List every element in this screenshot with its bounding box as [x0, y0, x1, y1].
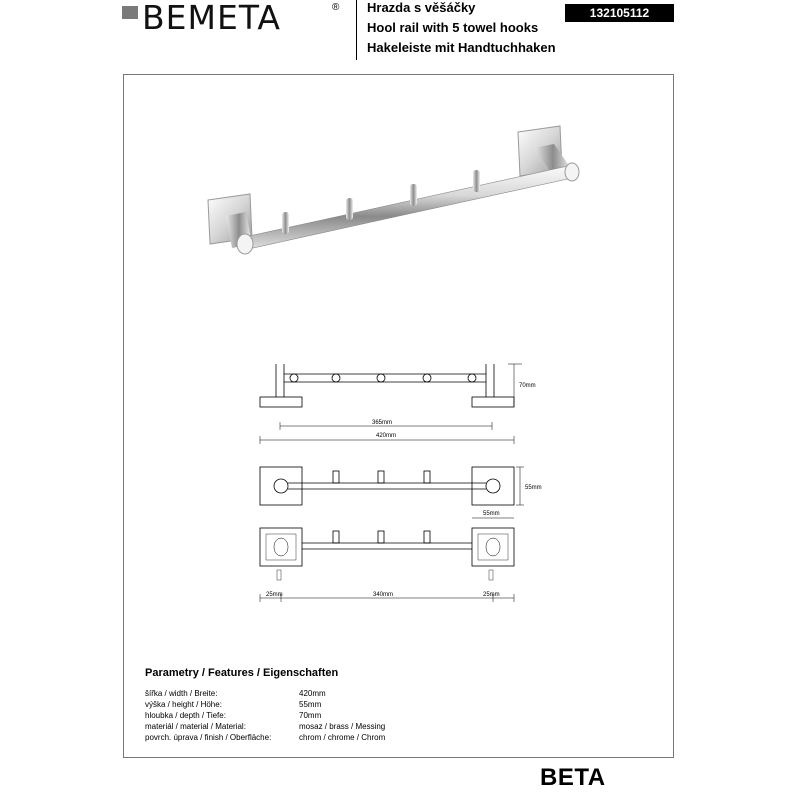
dim-depth: 55mm: [525, 485, 542, 491]
header: [0, 0, 800, 70]
registered-mark: ®: [332, 2, 340, 13]
right-end-cap: [565, 163, 579, 181]
param-row: [145, 732, 386, 743]
title-english: Hool rail with 5 towel hooks: [367, 20, 539, 35]
hole-dimensions: [260, 592, 514, 602]
logo-mark: [122, 6, 138, 19]
param-label: výška / height / Höhe:: [145, 700, 222, 709]
side-view: [260, 364, 536, 407]
param-row: [145, 688, 338, 699]
param-row: [145, 710, 338, 721]
front-view: [260, 528, 514, 580]
hook: [346, 198, 353, 220]
dim-hole-spacing: 340mm: [373, 592, 394, 598]
param-value: mosaz / brass / Messing: [299, 722, 386, 731]
title-german: Hakeleiste mit Handtuchhaken: [367, 40, 556, 55]
title-czech: Hrazda s věšáčky: [367, 0, 476, 15]
param-label: materiál / material / Material:: [145, 722, 246, 731]
param-label: povrch. úprava / finish / Oberfläche:: [145, 733, 272, 742]
parameters-title: Parametry / Features / Eigenschaften: [145, 667, 339, 679]
dim-hole-right: 25mm: [483, 592, 500, 598]
param-value: 55mm: [299, 700, 322, 709]
hook: [282, 212, 289, 234]
left-end-cap: [237, 234, 253, 254]
product-photo: [200, 120, 590, 270]
param-label: šířka / width / Breite:: [145, 689, 218, 698]
param-row: [145, 699, 338, 710]
top-view: [260, 467, 542, 518]
param-value: 70mm: [299, 711, 322, 720]
param-row: [145, 721, 386, 732]
param-value: chrom / chrome / Chrom: [299, 733, 386, 742]
param-label: hloubka / depth / Tiefe:: [145, 711, 226, 720]
length-dimensions: [260, 420, 514, 444]
dim-hole-left: 25mm: [266, 592, 283, 598]
product-code: 132105112: [565, 4, 674, 22]
header-divider: [356, 0, 357, 60]
dim-height: 70mm: [519, 383, 536, 389]
parameters-section: [145, 667, 386, 743]
dim-base-width: 55mm: [483, 511, 500, 517]
dim-inner-length: 365mm: [372, 420, 393, 426]
rail-bar: [240, 166, 572, 250]
hook: [473, 170, 480, 192]
param-value: 420mm: [299, 689, 326, 698]
series-name: BETA: [540, 764, 606, 791]
brand-logo: BEMETA: [142, 0, 281, 37]
hook: [410, 184, 417, 206]
technical-drawing: [240, 350, 560, 610]
dim-total-length: 420mm: [376, 433, 397, 439]
